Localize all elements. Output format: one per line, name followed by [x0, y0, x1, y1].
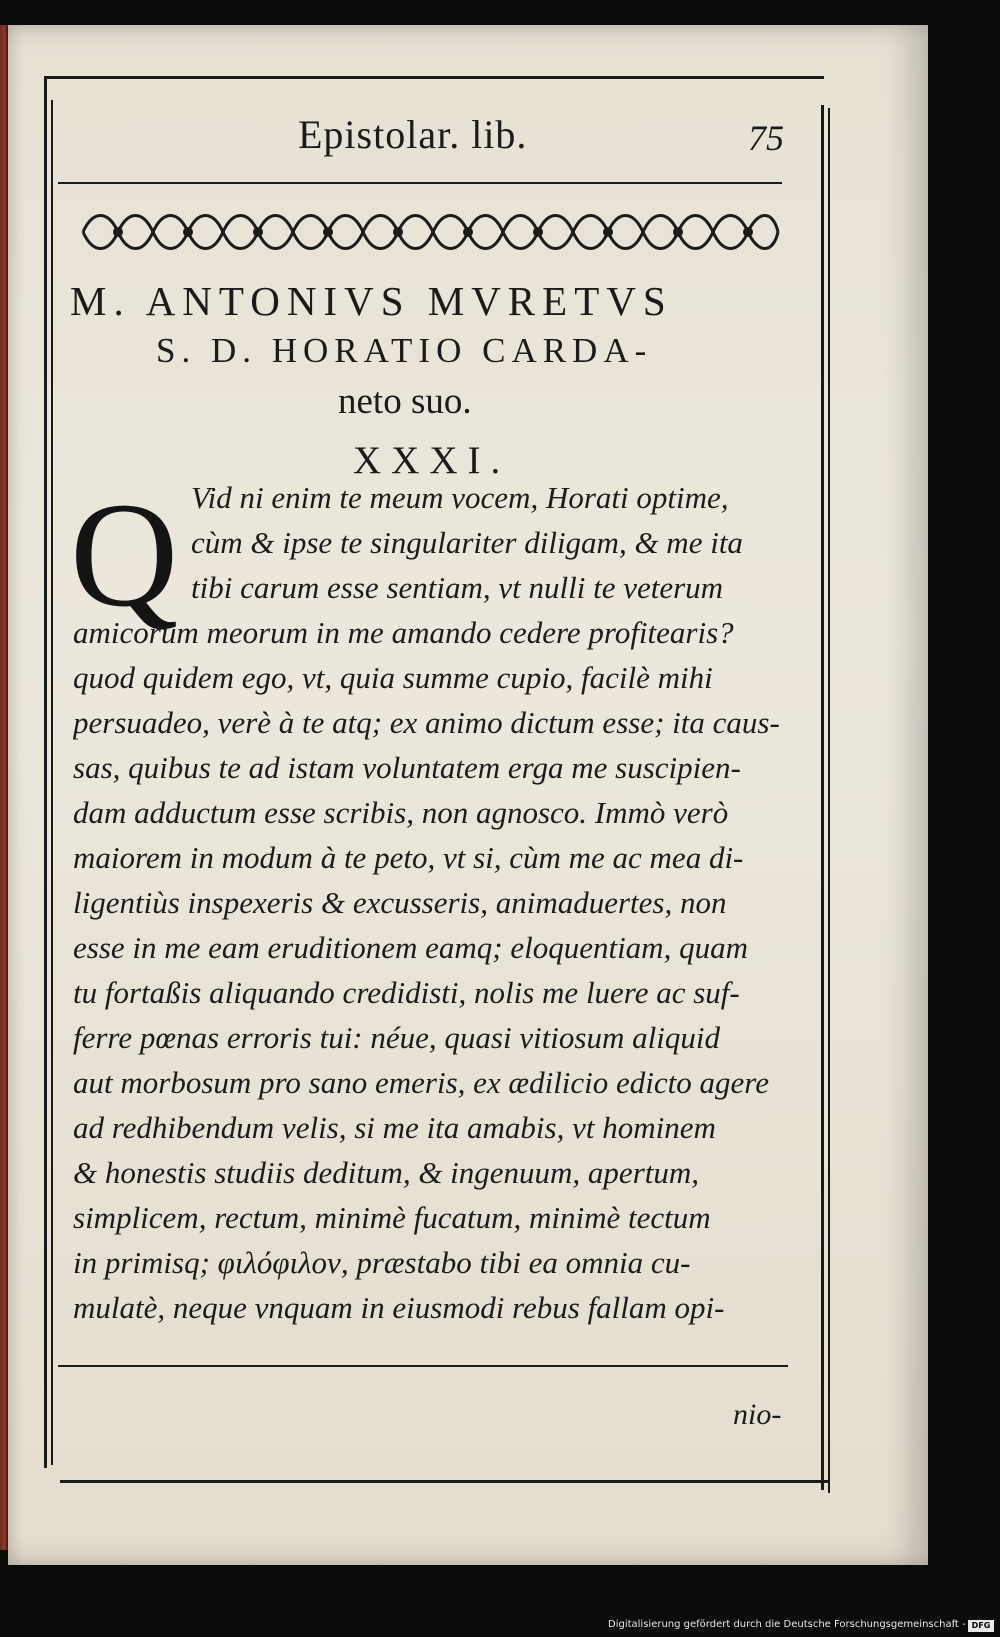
- ornament-band: [78, 200, 783, 265]
- text-line: cùm & ipse te singulariter diligam, & me ita: [191, 525, 743, 560]
- letter-number: XXXI.: [353, 439, 511, 482]
- text-line: & honestis studiis deditum, & ingenuum, apertum,: [73, 1155, 700, 1190]
- letter-heading-recipient-cont: neto suo.: [338, 381, 472, 422]
- catchword: nio-: [733, 1398, 782, 1431]
- text-line: mulatè, neque vnquam in eiusmodi rebus fallam opi-: [73, 1290, 725, 1325]
- text-line: simplicem, rectum, minimè fucatum, minimè tectum: [73, 1200, 711, 1235]
- frame-rule-right-outer: [828, 108, 830, 1493]
- book-page: [8, 25, 928, 1565]
- text-line: amicorum meorum in me amando cedere profitearis?: [73, 615, 734, 650]
- digitization-credit: Digitalisierung gefördert durch die Deutsche Forschungsgemeinschaft -: [608, 1619, 966, 1630]
- text-line: ferre pœnas erroris tui: néue, quasi vitiosum aliquid: [73, 1020, 720, 1055]
- text-line: dam adductum esse scribis, non agnosco. Immò verò: [73, 795, 729, 830]
- text-line: ligentiùs inspexeris & excusseris, animaduertes, non: [73, 885, 727, 920]
- frame-rule-top: [44, 76, 824, 79]
- text-line: persuadeo, verè à te atq; ex animo dictum esse; ita caus-: [73, 705, 780, 740]
- book-cover-edge: [0, 25, 8, 1550]
- text-line: quod quidem ego, vt, quia summe cupio, facilè mihi: [73, 660, 713, 695]
- frame-rule-right: [821, 105, 824, 1490]
- text-line: maiorem in modum à te peto, vt si, cùm me ac mea di-: [73, 840, 744, 875]
- text-line: aut morbosum pro sano emeris, ex ædilicio edicto agere: [73, 1065, 769, 1100]
- text-line: tibi carum esse sentiam, vt nulli te veterum: [191, 570, 724, 605]
- text-line: sas, quibus te ad istam voluntatem erga me suscipien-: [73, 750, 741, 785]
- frame-rule-left: [44, 76, 47, 1468]
- page-number: 75: [748, 118, 784, 158]
- text-line: tu fortaßis aliquando credidisti, nolis me luere ac suf-: [73, 975, 740, 1010]
- letter-heading-recipient: S. D. HORATIO CARDA-: [156, 331, 653, 370]
- letter-heading-author: M. ANTONIVS MVRETVS: [70, 278, 673, 324]
- frame-rule-left-inner: [51, 100, 53, 1465]
- drop-cap: Q: [70, 472, 179, 638]
- text-line: in primisq; φιλόφιλον, præstabo tibi ea omnia cu-: [73, 1245, 691, 1280]
- dfg-logo: DFG: [968, 1620, 994, 1632]
- running-head: Epistolar. lib.: [298, 112, 528, 157]
- header-rule: [58, 182, 782, 184]
- frame-rule-bottom: [60, 1480, 830, 1483]
- footer-rule: [58, 1365, 788, 1367]
- text-line: ad redhibendum velis, si me ita amabis, vt hominem: [73, 1110, 716, 1145]
- text-line: Vid ni enim te meum vocem, Horati optime,: [191, 480, 729, 515]
- text-line: esse in me eam eruditionem eamq; eloquentiam, quam: [73, 930, 748, 965]
